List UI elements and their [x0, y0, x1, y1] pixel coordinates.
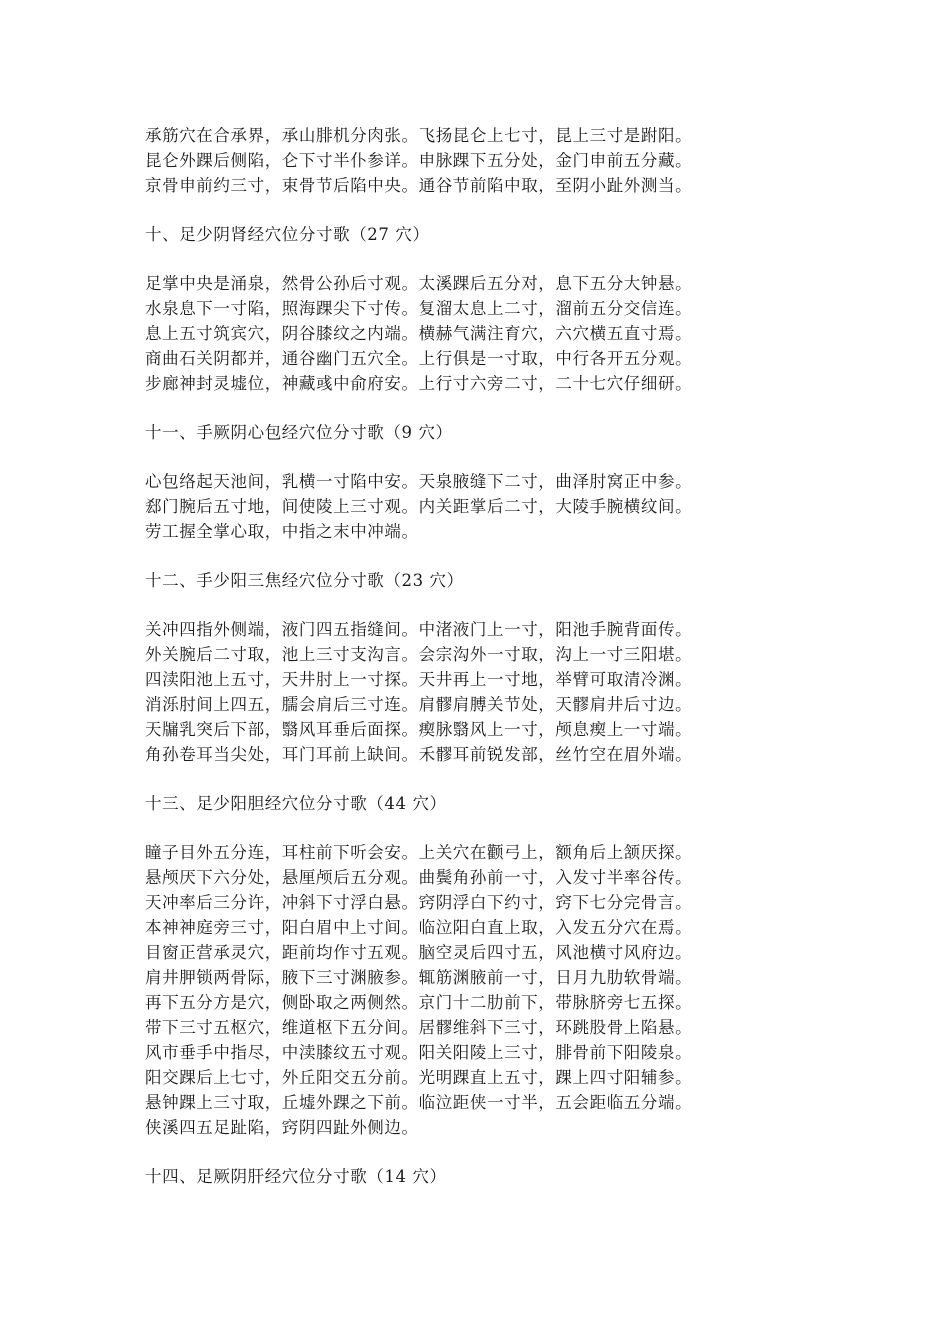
- verse-line: 劳工握全掌心取，中指之末中冲端。: [145, 522, 419, 541]
- verse-line: 郄门腕后五寸地，间使陵上三寸观。内关距掌后二寸，大陵手腕横纹间。: [145, 497, 693, 516]
- verse-line: 消泺肘间上四五，臑会肩后三寸连。肩髎肩膊关节处，天髎肩井后寸边。: [145, 695, 693, 714]
- verse-line: 商曲石关阴都并，通谷幽门五穴全。上行俱是一寸取，中行各开五分观。: [145, 349, 693, 368]
- section-heading: 十一、手厥阴心包经穴位分寸歌（9 穴）: [145, 423, 453, 442]
- section-heading: 十二、手少阳三焦经穴位分寸歌（23 穴）: [145, 571, 464, 590]
- verse-line: 阳交踝后上七寸，外丘阳交五分前。光明踝直上五寸，踝上四寸阳辅参。: [145, 1068, 693, 1087]
- verse-stanza: [145, 469, 765, 544]
- verse-line: 侠溪四五足趾陷，窍阴四趾外侧边。: [145, 1118, 419, 1137]
- verse-line: 瞳子目外五分连，耳柱前下听会安。上关穴在颧弓上，额角后上颔厌探。: [145, 843, 693, 862]
- verse-stanza: [145, 840, 765, 1140]
- verse-line: 心包络起天池间，乳横一寸陷中安。天泉腋缝下二寸，曲泽肘窝正中参。: [145, 472, 693, 491]
- verse-line: 四渎阳池上五寸，天井肘上一寸探。天井再上一寸地，举臂可取清冷渊。: [145, 670, 693, 689]
- verse-line: 关冲四指外侧端，液门四五指缝间。中渚液门上一寸，阳池手腕背面传。: [145, 620, 693, 639]
- verse-line: 足掌中央是涌泉，然骨公孙后寸观。太溪踝后五分对，息下五分大钟悬。: [145, 274, 693, 293]
- verse-line: 风市垂手中指尽，中渎膝纹五寸观。阳关阳陵上三寸，腓骨前下阳陵泉。: [145, 1043, 693, 1062]
- verse-line: 外关腕后二寸取，池上三寸支沟言。会宗沟外一寸取，沟上一寸三阳堪。: [145, 645, 693, 664]
- verse-line: 悬颅厌下六分处，悬厘颅后五分观。曲鬓角孙前一寸，入发寸半率谷传。: [145, 868, 693, 887]
- verse-line: 承筋穴在合承界，承山腓机分肉张。飞扬昆仑上七寸，昆上三寸是跗阳。: [145, 126, 693, 145]
- verse-line: 京骨申前约三寸，束骨节后陷中央。通谷节前陷中取，至阴小趾外测当。: [145, 176, 693, 195]
- verse-line: 水泉息下一寸陷，照海踝尖下寸传。复溜太息上二寸，溜前五分交信连。: [145, 299, 693, 318]
- verse-line: 角孙卷耳当尖处，耳门耳前上缺间。禾髎耳前锐发部，丝竹空在眉外端。: [145, 745, 693, 764]
- verse-line: 天冲率后三分许，冲斜下寸浮白悬。窍阴浮白下约寸，窍下七分完骨言。: [145, 893, 693, 912]
- verse-stanza: [145, 123, 765, 198]
- verse-line: 息上五寸筑宾穴，阴谷膝纹之内端。横赫气满注育穴，六穴横五直寸焉。: [145, 324, 693, 343]
- section-heading: 十三、足少阳胆经穴位分寸歌（44 穴）: [145, 794, 447, 813]
- section-heading: 十、足少阴肾经穴位分寸歌（27 穴）: [145, 225, 430, 244]
- verse-line: 天牖乳突后下部，翳风耳垂后面探。瘈脉翳风上一寸，颅息瘈上一寸端。: [145, 720, 693, 739]
- verse-line: 悬钟踝上三寸取，丘墟外踝之下前。临泣距侠一寸半，五会距临五分端。: [145, 1093, 693, 1112]
- section-heading: 十四、足厥阴肝经穴位分寸歌（14 穴）: [145, 1167, 447, 1186]
- document-body: [145, 123, 765, 1213]
- verse-line: 步廊神封灵墟位，神藏彧中俞府安。上行寸六旁二寸，二十七穴仔细研。: [145, 374, 693, 393]
- verse-stanza: [145, 617, 765, 767]
- verse-line: 肩井胛锁两骨际，腋下三寸渊腋参。辄筋渊腋前一寸，日月九肋软骨端。: [145, 968, 693, 987]
- verse-line: 再下五分方是穴，侧卧取之两侧然。京门十二肋前下，带脉脐旁七五探。: [145, 993, 693, 1012]
- verse-line: 本神神庭旁三寸，阳白眉中上寸间。临泣阳白直上取，入发五分穴在焉。: [145, 918, 693, 937]
- verse-line: 带下三寸五枢穴，维道枢下五分间。居髎维斜下三寸，环跳股骨上陷悬。: [145, 1018, 693, 1037]
- verse-line: 昆仑外踝后侧陷，仑下寸半仆参详。申脉踝下五分处，金门申前五分藏。: [145, 151, 693, 170]
- verse-stanza: [145, 271, 765, 396]
- verse-line: 目窗正营承灵穴，距前均作寸五观。脑空灵后四寸五，风池横寸风府边。: [145, 943, 693, 962]
